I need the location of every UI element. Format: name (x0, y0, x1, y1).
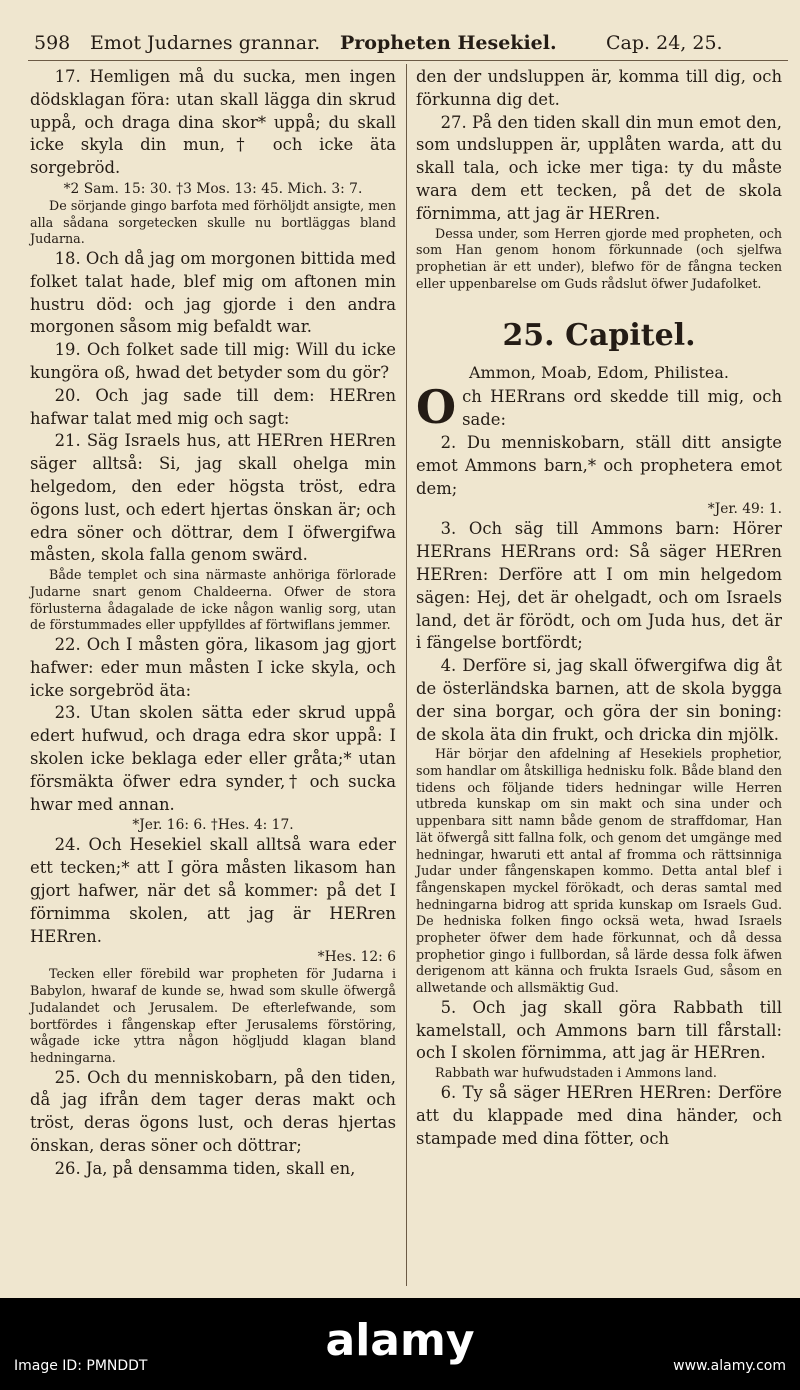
commentary-note: Både templet och sina närmaste anhöriga förlorade Judarne snart genom Chaldeerna. Ofwer de stora förlusterna ådagalade de icke någon wanlig sorg, utan de förstummades eller uppfylldes af förtwiflans jemmer. (30, 567, 396, 633)
right-column (416, 66, 782, 1150)
cross-reference: *Jer. 49: 1. (707, 501, 782, 518)
verse-3: 3. Och säg till Ammons barn: Hörer HERrans HERrans ord: Så säger HERren HERren: Derföre att I om min helgedom sägen: Hej, det är ohelgadt, och om Israels land, det är förödt, och om Juda hus, det är i fängelse bortfördt; (416, 519, 782, 653)
verse-6: 6. Ty så säger HERren HERren: Derföre att du klappade med dina händer, och stampade med dina fötter, och (416, 1082, 782, 1148)
verse-19: 19. Och folket sade till mig: Will du icke kungöra oß, hwad det betyder som du gör? (30, 340, 396, 383)
commentary-note: Tecken eller förebild war propheten för Judarna i Babylon, hwaraf de kunde se, hwad som skulle öfwergå Judalandet och Jerusalem. De efterlefwande, som bortfördes i fångenskap efter Jerusalems förstöring, wågade icke yttra någon högljudd klagan bland hedningarna. (30, 966, 396, 1065)
verse-26-continued: den der undsluppen är, komma till dig, och förkunna dig det. (416, 67, 782, 109)
verse-24: 24. Och Hesekiel skall alltså wara eder ett tecken;* att I göra måsten likasom han gjort hafwer, när det så kommer: på det I förnimma skolen, att jag är HERren HERren. (30, 835, 396, 946)
verse-21: 21. Säg Israels hus, att HERren HERren säger alltså: Si, jag skall ohelga min helgedom, den eder högsta tröst, edra ögons lust, och edert hjertas önskan är; och edra söner och döttrar, dem I öfwergifwa måsten, skola falla genom swärd. (30, 431, 396, 565)
page-header (28, 26, 788, 61)
drop-cap: O (416, 380, 457, 435)
cross-reference: *Jer. 16: 6. †Hes. 4: 17. (132, 817, 294, 834)
book-title: Propheten Hesekiel. (340, 32, 557, 54)
verse-2: 2. Du menniskobarn, ställ ditt ansigte emot Ammons barn,* och prophetera emot dem; (416, 432, 782, 498)
column-divider (406, 64, 407, 1286)
verse-1-text: ch HERrans ord skedde till mig, och sade: (462, 387, 782, 430)
commentary-note: Rabbath war hufwudstaden i Ammons land. (435, 1065, 717, 1081)
watermark-bar (0, 1298, 800, 1390)
commentary-note: Här börjar den afdelning af Hesekiels prophetior, som handlar om åtskilliga hednisku folk. Både bland den tidens och följande tiders hedningar wille Herren utbreda kunskap om sin makt och sina under och uppenbara sitt namn både genom de straffdomar, Han lät öfwergå sitt fallna folk, och genom det umgänge med hedningar, hwaruti ett antal af fromma och rättsinniga Judar under fångenskapen kommo. Detta antal blef i fångenskapen myckel förökadt, och deras samtal med hedningarna bidrog att sprida kunskap om Israels Gud. De hedniska folken fingo ocksä weta, hwad Israels propheter öfwer dem hade förkunnat, och då dessa prophetior gingo i fullbordan, så lärde dessa folk äfwen derigenom att känna och frukta Israels Gud, såsom en allwetande och allsmäktig Gud. (416, 746, 782, 996)
image-id: Image ID: PMNDDT (14, 1358, 148, 1374)
verse-20: 20. Och jag sade till dem: HERren hafwar talat med mig och sagt: (30, 385, 396, 428)
verse-23: 23. Utan skolen sätta eder skrud uppå edert hufwud, och draga edra skor uppå: I skolen icke beklaga eder eller gråta;* utan försmäkta öfwer edra synder,† och sucka hwar med annan. (30, 703, 396, 814)
page-number: 598 (34, 32, 71, 54)
cross-reference: *2 Sam. 15: 30. †3 Mos. 13: 45. Mich. 3: 7. (63, 180, 363, 197)
verse-26: 26. Ja, på densamma tiden, skall en, (54, 1158, 356, 1178)
verse-17: 17. Hemligen må du sucka, men ingen dödsklagan föra: utan skall lägga din skrud uppå, och draga dina skor* uppå; du skall icke skyla din mun,† och icke äta sorgebröd. (30, 67, 396, 178)
left-column (30, 66, 396, 1181)
commentary-note: De sörjande gingo barfota med förhöljdt ansigte, men alla sådana sorgetecken skulle nu bortläggas bland Judarna. (30, 197, 396, 247)
chapter-summary: Ammon, Moab, Edom, Philistea. (468, 363, 730, 383)
watermark-url: www.alamy.com (673, 1358, 786, 1374)
alamy-logo: alamy (325, 1315, 475, 1366)
verse-25: 25. Och du menniskobarn, på den tiden, då jag ifrån dem tager deras makt och tröst, deras ögons lust, och deras hjertas önskan, deras söner och döttrar; (30, 1067, 396, 1156)
running-head: Emot Judarnes grannar. (90, 32, 321, 54)
verse-1 (416, 380, 782, 435)
verse-5: 5. Och jag skall göra Rabbath till kamelstall, och Ammons barn till fårstall: och I skolen förnimma, att jag är HERren. (416, 997, 782, 1063)
chapter-reference: Cap. 24, 25. (606, 32, 723, 54)
chapter-title: 25. Capitel. (502, 318, 696, 354)
commentary-note: Dessa under, som Herren gjorde med propheten, och som Han genom honom förkunnade (och sjelfwa prophetian är ett under), blefwo för de fångna tecken eller uppenbarelse om Guds rådslut öfwer Judafolket. (416, 225, 782, 291)
verse-4: 4. Derföre si, jag skall öfwergifwa dig åt de österländska barnen, att de skola bygga der sina borgar, och göra der sin boning: de skola äta din frukt, och dricka din mjölk. (416, 656, 782, 744)
verse-22: 22. Och I måsten göra, likasom jag gjort hafwer: eder mun måsten I icke skyla, och icke sorgebröd äta: (30, 635, 396, 700)
cross-reference: *Hes. 12: 6 (317, 949, 396, 966)
verse-18: 18. Och då jag om morgonen bittida med folket talat hade, blef mig om aftonen min hustru död: och jag gjorde i den andra morgonen såsom mig befaldt war. (30, 249, 396, 337)
verse-27: 27. På den tiden skall din mun emot den, som undsluppen är, upplåten warda, att du skall tala, och icke mer tiga: ty du måste wara dem ett tecken, på det de skola förnimma, att jag är HERren. (416, 112, 782, 223)
